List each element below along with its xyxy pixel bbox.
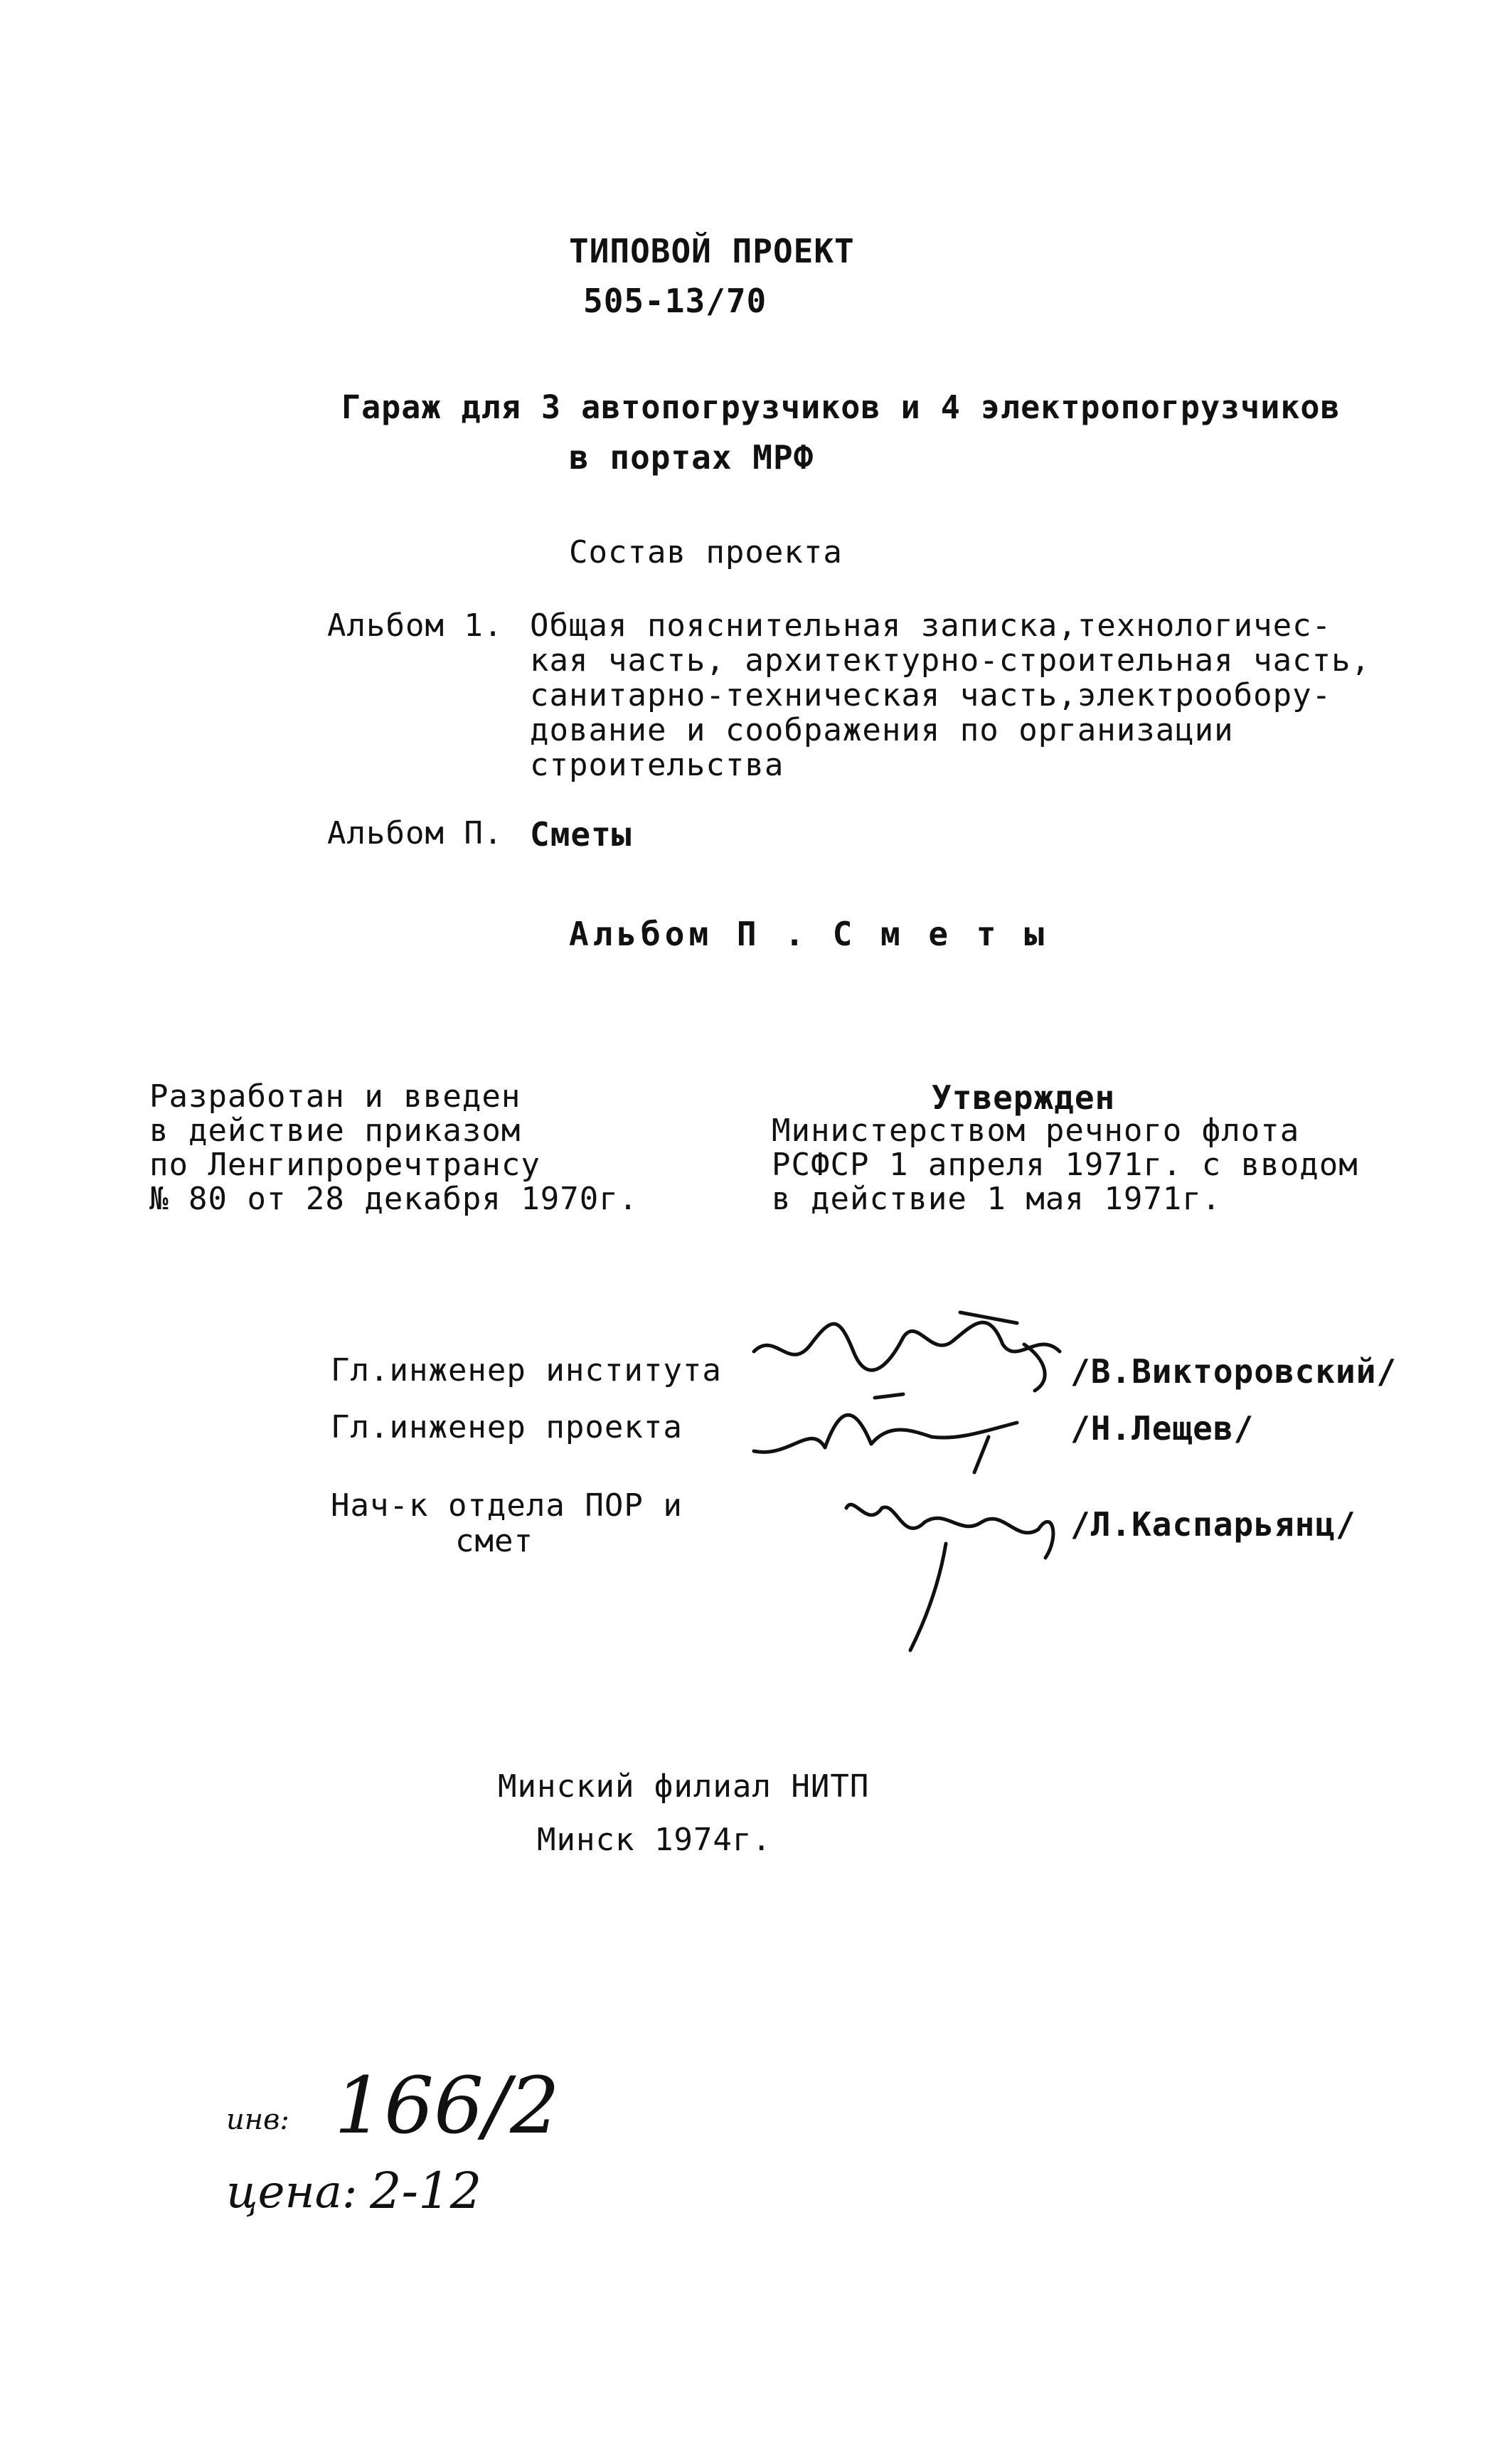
composition-heading: Состав проекта bbox=[569, 534, 843, 570]
developed-line: по Ленгипроречтрансу bbox=[149, 1147, 541, 1183]
signatory-name: /Н.Лещев/ bbox=[1070, 1409, 1255, 1448]
album2-label: Альбом П. bbox=[327, 815, 504, 851]
subject-line-1: Гараж для 3 автопогрузчиков и 4 электропогрузчиков bbox=[341, 388, 1341, 426]
signature-chief-engineer-project bbox=[747, 1380, 1045, 1480]
subject-line-2: в портах МРФ bbox=[569, 438, 814, 477]
signatory-role: Нач-к отдела ПОР и bbox=[331, 1487, 683, 1524]
signatory-name: /В.Викторовский/ bbox=[1070, 1352, 1397, 1391]
album1-desc-line: кая часть, архитектурно-строительная часть, bbox=[530, 642, 1371, 679]
project-number: 505-13/70 bbox=[583, 282, 767, 320]
signatory-name: /Л.Каспарьянц/ bbox=[1070, 1505, 1356, 1544]
album1-label: Альбом 1. bbox=[327, 607, 504, 644]
approved-line: Министерством речного флота bbox=[772, 1113, 1300, 1149]
signatory-role: Гл.инженер проекта bbox=[331, 1409, 683, 1445]
approved-line: в действие 1 мая 1971г. bbox=[772, 1181, 1222, 1217]
album1-desc-line: строительства bbox=[530, 747, 784, 783]
inventory-number: 166/2 bbox=[334, 2060, 560, 2151]
developed-line: в действие приказом bbox=[149, 1113, 521, 1149]
price-value: 2-12 bbox=[370, 2162, 482, 2220]
album1-desc-line: дование и соображения по организации bbox=[530, 712, 1234, 748]
signatory-role-cont: смет bbox=[455, 1523, 533, 1559]
developed-line: Разработан и введен bbox=[149, 1078, 521, 1115]
publisher-city-year: Минск 1974г. bbox=[537, 1822, 772, 1858]
publisher-org: Минский филиал НИТП bbox=[498, 1768, 870, 1805]
approved-line: РСФСР 1 апреля 1971г. с вводом bbox=[772, 1147, 1358, 1183]
developed-line: № 80 от 28 декабря 1970г. bbox=[149, 1181, 639, 1217]
current-album-title: Альбом П . С м е т ы bbox=[569, 915, 1048, 953]
album1-desc-line: Общая пояснительная записка,технологичес- bbox=[530, 607, 1332, 644]
project-type-title: ТИПОВОЙ ПРОЕКТ bbox=[569, 232, 855, 270]
signatory-role: Гл.инженер института bbox=[331, 1352, 722, 1389]
approved-heading: Утвержден bbox=[932, 1078, 1116, 1117]
inventory-label: инв: bbox=[226, 2103, 289, 2136]
price-label: цена: bbox=[226, 2166, 358, 2219]
signature-head-of-department bbox=[839, 1480, 1074, 1665]
album1-desc-line: санитарно-техническая часть,электрообору- bbox=[530, 677, 1332, 713]
album2-text: Сметы bbox=[530, 815, 632, 854]
